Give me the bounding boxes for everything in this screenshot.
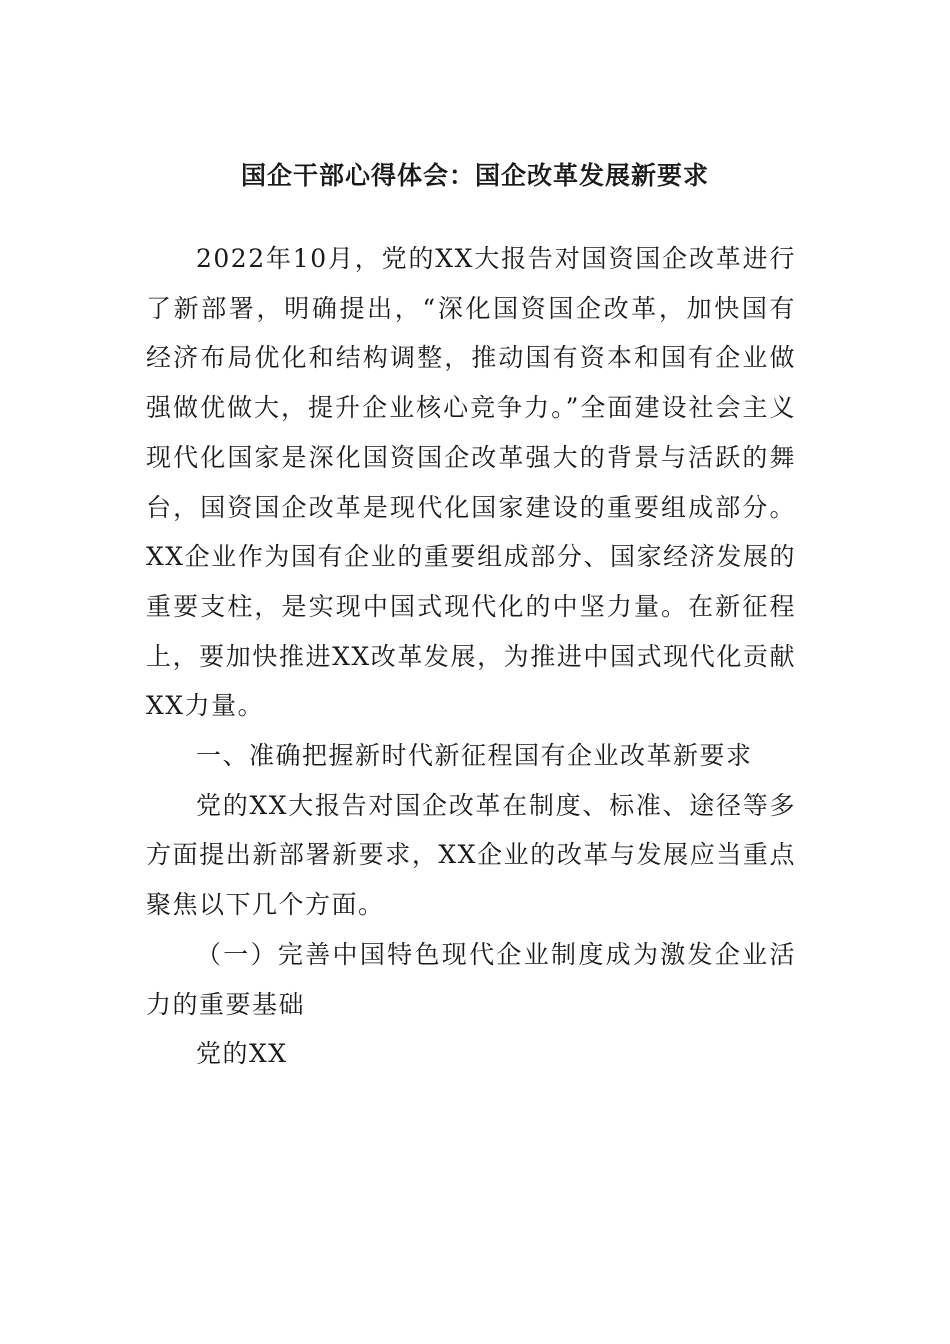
section-heading: 一、准确把握新时代新征程国有企业改革新要求 [196,741,753,771]
section-paragraph: 党的XX大报告对国企改革在制度、标准、途径等多方面提出新部署新要求，XX企业的改革与发展应当重点聚焦以下几个方面。 [146,790,796,920]
subsection-paragraph: 党的XX [196,1039,288,1069]
intro-paragraph: 2022年10月，党的XX大报告对国资国企改革进行了新部署，明确提出，“深化国资国企改革，加快国有经济布局优化和结构调整，推动国有资本和国有企业做强做优做大，提升企业核心竞争力。”全面建设社会主义现代化国家是深化国资国企改革强大的背景与活跃的舞台，国资国企改革是现代化国家建设的重要组成部分。XX企业作为国有企业的重要组成部分、国家经济发展的重要支柱，是实现中国式现代化的中坚力量。在新征程上，要加快推进XX改革发展，为推进中国式现代化贡献XX力量。 [146,244,796,721]
document-body [146,234,796,1079]
subsection-heading: （一）完善中国特色现代企业制度成为激发企业活力的重要基础 [146,939,796,1019]
document-title: 国企干部心得体会：国企改革发展新要求 [240,161,709,190]
